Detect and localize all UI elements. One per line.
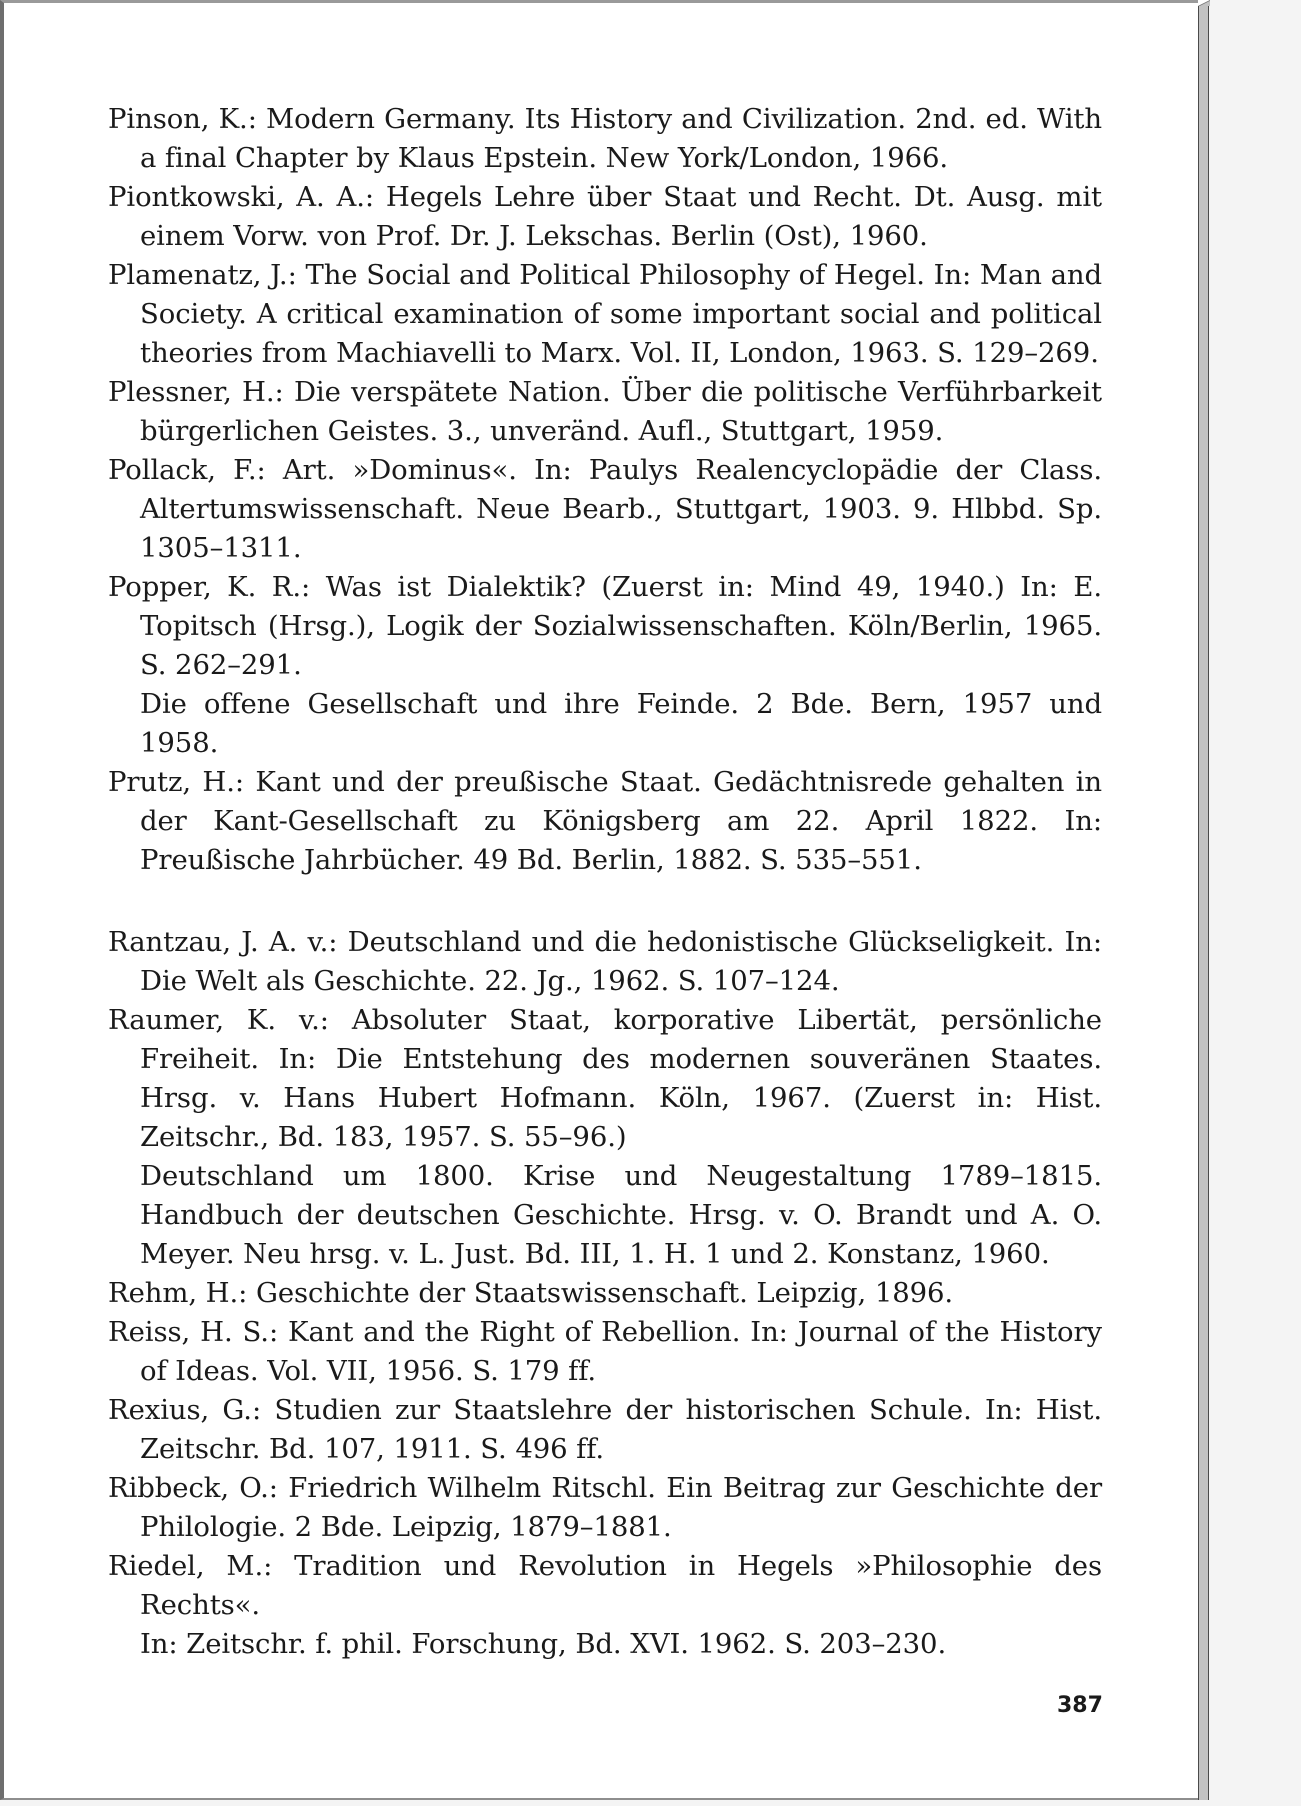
bibliography-entry-raumer-continuation: Deutschland um 1800. Krise und Neugestaltung 1789–1815. Handbuch der deutschen Geschichte. Hrsg. v. O. Brandt und A. O. Meyer. Neu hrsg. v. L. Just. Bd. III, 1. H. 1 und 2. Konstanz, 1960.	[140, 1160, 1102, 1270]
bibliography-entry-popper-continuation: Die offene Gesellschaft und ihre Feinde. 2 Bde. Bern, 1957 und 1958.	[140, 688, 1102, 759]
bibliography-entry-plessner: Plessner, H.: Die verspätete Nation. Über die politische Verführbarkeit bürgerlichen Geistes. 3., unveränd. Aufl., Stuttgart, 1959.	[108, 376, 1102, 447]
bibliography-entry-plamenatz: Plamenatz, J.: The Social and Political Philosophy of Hegel. In: Man and Society. A critical examination of some important social and political theories from Machiavelli to Marx. Vol. II, London, 1963. S. 129–269.	[108, 259, 1102, 369]
bibliography-entry-ribbeck: Ribbeck, O.: Friedrich Wilhelm Ritschl. Ein Beitrag zur Geschichte der Philologie. 2 Bde. Leipzig, 1879–1881.	[108, 1472, 1102, 1543]
bibliography-entry-pollack: Pollack, F.: Art. »Dominus«. In: Paulys Realencyclopädie der Class. Altertumswissenschaft. Neue Bearb., Stuttgart, 1903. 9. Hlbbd. Sp. 1305–1311.	[108, 454, 1102, 564]
bibliography-entry-raumer: Raumer, K. v.: Absoluter Staat, korporative Libertät, persönliche Freiheit. In: Die Entstehung des modernen souveränen Staates. Hrsg. v. Hans Hubert Hofmann. Köln, 1967. (Zuerst in: Hist. Zeitschr., Bd. 183, 1957. S. 55–96.)	[108, 1004, 1102, 1153]
bibliography-entry-rantzau: Rantzau, J. A. v.: Deutschland und die hedonistische Glückseligkeit. In: Die Welt als Geschichte. 22. Jg., 1962. S. 107–124.	[108, 926, 1102, 997]
bibliography-entry-piontkowski: Piontkowski, A. A.: Hegels Lehre über Staat und Recht. Dt. Ausg. mit einem Vorw. von Prof. Dr. J. Lekschas. Berlin (Ost), 1960.	[108, 181, 1102, 252]
bibliography-entry-reiss: Reiss, H. S.: Kant and the Right of Rebellion. In: Journal of the History of Ideas. Vol. VII, 1956. S. 179 ff.	[108, 1316, 1102, 1387]
bibliography-entry-prutz: Prutz, H.: Kant und der preußische Staat. Gedächtnisrede gehalten in der Kant-Gesellschaft zu Königsberg am 22. April 1822. In: Preußische Jahrbücher. 49 Bd. Berlin, 1882. S. 535–551.	[108, 766, 1102, 876]
bibliography-entry-rexius: Rexius, G.: Studien zur Staatslehre der historischen Schule. In: Hist. Zeitschr. Bd. 107, 1911. S. 496 ff.	[108, 1394, 1102, 1465]
bibliography-entry-rehm: Rehm, H.: Geschichte der Staatswissenschaft. Leipzig, 1896.	[108, 1277, 954, 1309]
bibliography-entry-pinson: Pinson, K.: Modern Germany. Its History and Civilization. 2nd. ed. With a final Chapter by Klaus Epstein. New York/London, 1966.	[108, 103, 1102, 174]
bibliography-list	[108, 100, 1102, 1664]
bibliography-entry-riedel: Riedel, M.: Tradition und Revolution in Hegels »Philosophie des Rechts«.	[108, 1550, 1102, 1621]
bibliography-entry-riedel-continuation: In: Zeitschr. f. phil. Forschung, Bd. XVI. 1962. S. 203–230.	[140, 1628, 947, 1660]
page-number: 387	[1057, 1693, 1103, 1718]
section-divider-gap	[108, 880, 1102, 923]
bibliography-entry-popper: Popper, K. R.: Was ist Dialektik? (Zuerst in: Mind 49, 1940.) In: E. Topitsch (Hrsg.), Logik der Sozialwissenschaften. Köln/Berlin, 1965. S. 262–291.	[108, 571, 1102, 681]
page-edge-shadow	[1198, 3, 1209, 1800]
